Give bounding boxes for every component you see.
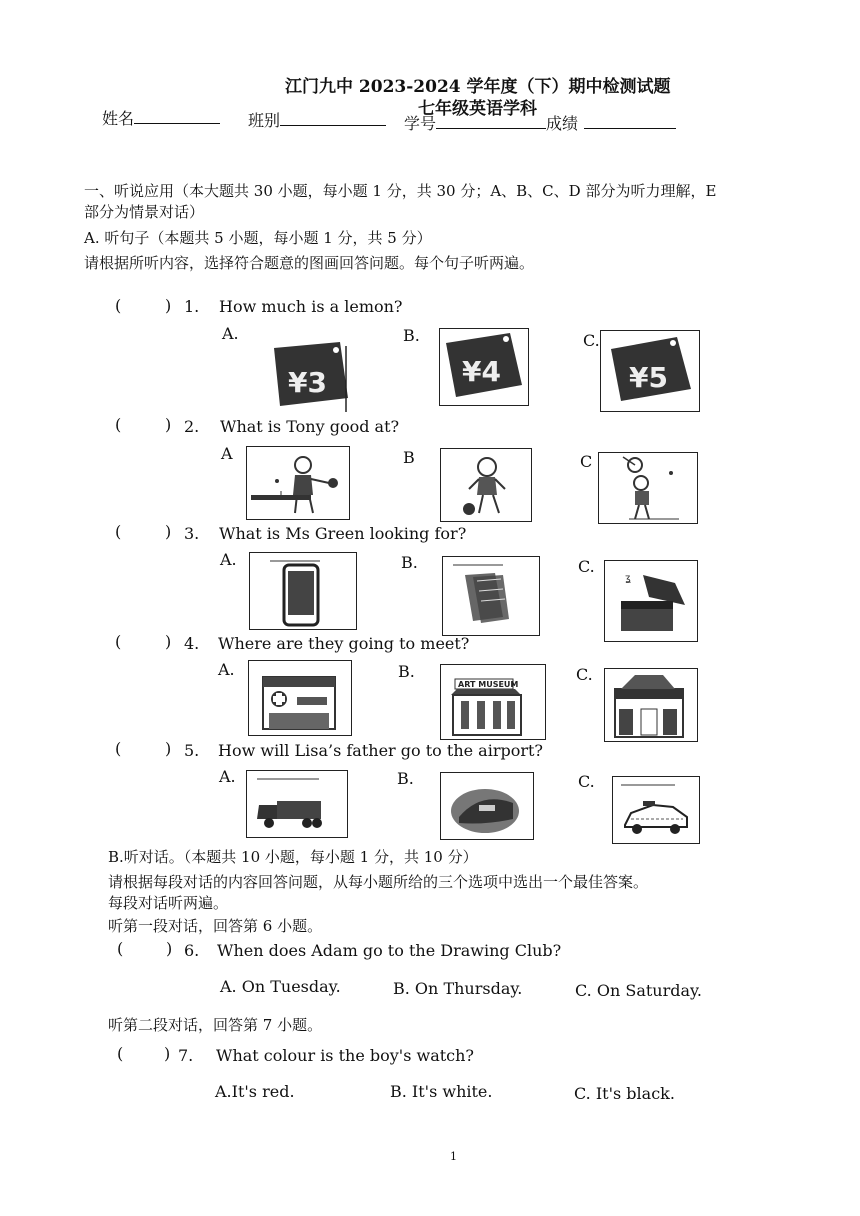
price-label-b: ¥4 (462, 355, 501, 388)
question-number: 5. (184, 741, 200, 760)
section-heading-line2: 部分为情景对话） (84, 203, 205, 221)
question-number: 6. (184, 941, 200, 960)
option-label-a: A. (219, 767, 236, 786)
id-blank (436, 114, 546, 129)
price-label-c: ¥5 (629, 361, 668, 394)
partB-instruction-1: 请根据每段对话的内容回答问题，从每小题所给的三个选项中选出一个最佳答案。 (108, 873, 649, 891)
question-number: 2. (184, 417, 200, 436)
option-c: C. It's black. (574, 1084, 675, 1103)
answer-paren-close: ) (165, 296, 172, 315)
question-text: What colour is the boy's watch? (216, 1046, 475, 1065)
question-number: 7. (178, 1046, 194, 1065)
question-number: 3. (184, 524, 200, 543)
question-text: How will Lisa’s father go to the airport? (218, 741, 544, 760)
class-blank (280, 111, 386, 126)
question-text: How much is a lemon? (219, 297, 403, 316)
option-c: C. On Saturday. (575, 981, 703, 1000)
question-text: What is Tony good at? (220, 417, 400, 436)
dialog-2-instruction: 听第二段对话，回答第 7 小题。 (108, 1016, 323, 1034)
truck-image (246, 770, 348, 838)
answer-paren-close: ) (165, 739, 172, 758)
price-tag-image-c (600, 330, 700, 412)
question-text: What is Ms Green looking for? (219, 524, 467, 543)
price-label-a: ¥3 (288, 366, 327, 399)
option-label-b: B. (401, 553, 418, 572)
answer-paren-open: ( (115, 522, 122, 541)
answer-paren-close: ) (166, 939, 173, 958)
tennis-image (598, 452, 698, 524)
option-label-c: C. (583, 331, 600, 350)
answer-paren-open: ( (117, 939, 124, 958)
shop-image (604, 668, 698, 742)
name-label: 姓名 (102, 109, 135, 128)
option-label-b: B. (397, 769, 414, 788)
answer-paren-close: ) (165, 522, 172, 541)
score-blank (584, 114, 676, 129)
score-label: 成绩 (546, 114, 579, 133)
option-label-a: A. (218, 660, 235, 679)
option-a: A.It's red. (215, 1082, 295, 1101)
option-label-a: A. (220, 550, 237, 569)
page-number: 1 (450, 1150, 457, 1163)
option-b: B. It's white. (390, 1082, 493, 1101)
id-label: 学号 (404, 114, 437, 133)
id-field (404, 111, 676, 134)
svg-text:ʓ: ʓ (625, 573, 631, 584)
wallet-image (604, 560, 698, 642)
hospital-image (248, 660, 352, 736)
answer-paren-open: ( (115, 296, 122, 315)
answer-paren-open: ( (115, 739, 122, 758)
question-text: Where are they going to meet? (218, 634, 470, 653)
answer-paren-close: ) (165, 415, 172, 434)
option-label-b: B. (403, 326, 420, 345)
museum-sign: ART MUSEUM (458, 680, 519, 689)
exam-subtitle: 七年级英语学科 (418, 99, 537, 119)
train-image (440, 772, 534, 840)
question-number: 4. (184, 634, 200, 653)
answer-paren-open: ( (115, 415, 122, 434)
option-b: B. On Thursday. (393, 979, 523, 998)
name-blank (134, 109, 220, 124)
option-label-c: C. (576, 665, 593, 684)
section-heading-line1: 一、听说应用（本大题共 30 小题，每小题 1 分，共 30 分；A、B、C、D 部分为听力理解，E (84, 182, 717, 200)
dialog-1-instruction: 听第一段对话，回答第 6 小题。 (108, 917, 323, 935)
option-a: A. On Tuesday. (220, 977, 341, 996)
class-label: 班别 (248, 111, 281, 130)
name-field (102, 106, 220, 129)
option-label-b: B (403, 448, 415, 467)
partB-instruction-2: 每段对话听两遍。 (108, 894, 229, 912)
question-number: 1. (184, 297, 200, 316)
answer-paren-open: ( (117, 1044, 124, 1063)
phone-image (249, 552, 357, 630)
answer-paren-close: ) (165, 632, 172, 651)
option-label-c: C. (578, 557, 595, 576)
option-label-a: A. (222, 324, 239, 343)
art-museum-image (440, 664, 546, 740)
gloves-image (442, 556, 540, 636)
ping-pong-image (246, 446, 350, 520)
football-image (440, 448, 532, 522)
class-field (248, 108, 386, 131)
option-label-c: C. (578, 772, 595, 791)
partA-instruction: 请根据所听内容，选择符合题意的图画回答问题。每个句子听两遍。 (84, 254, 535, 272)
partB-title: B.听对话。（本题共 10 小题，每小题 1 分，共 10 分） (108, 848, 478, 866)
partA-title: A. 听句子（本题共 5 小题，每小题 1 分，共 5 分） (84, 229, 432, 247)
option-label-a: A (221, 444, 233, 463)
option-label-c: C (580, 452, 593, 471)
price-tag-image-a (262, 340, 352, 412)
price-tag-image-b (439, 328, 529, 406)
taxi-image (612, 776, 700, 844)
answer-paren-close: ) (164, 1044, 171, 1063)
option-label-b: B. (398, 662, 415, 681)
question-text: When does Adam go to the Drawing Club? (217, 941, 562, 960)
answer-paren-open: ( (115, 632, 122, 651)
exam-title: 江门九中 2023-2024 学年度（下）期中检测试题 (285, 77, 671, 97)
